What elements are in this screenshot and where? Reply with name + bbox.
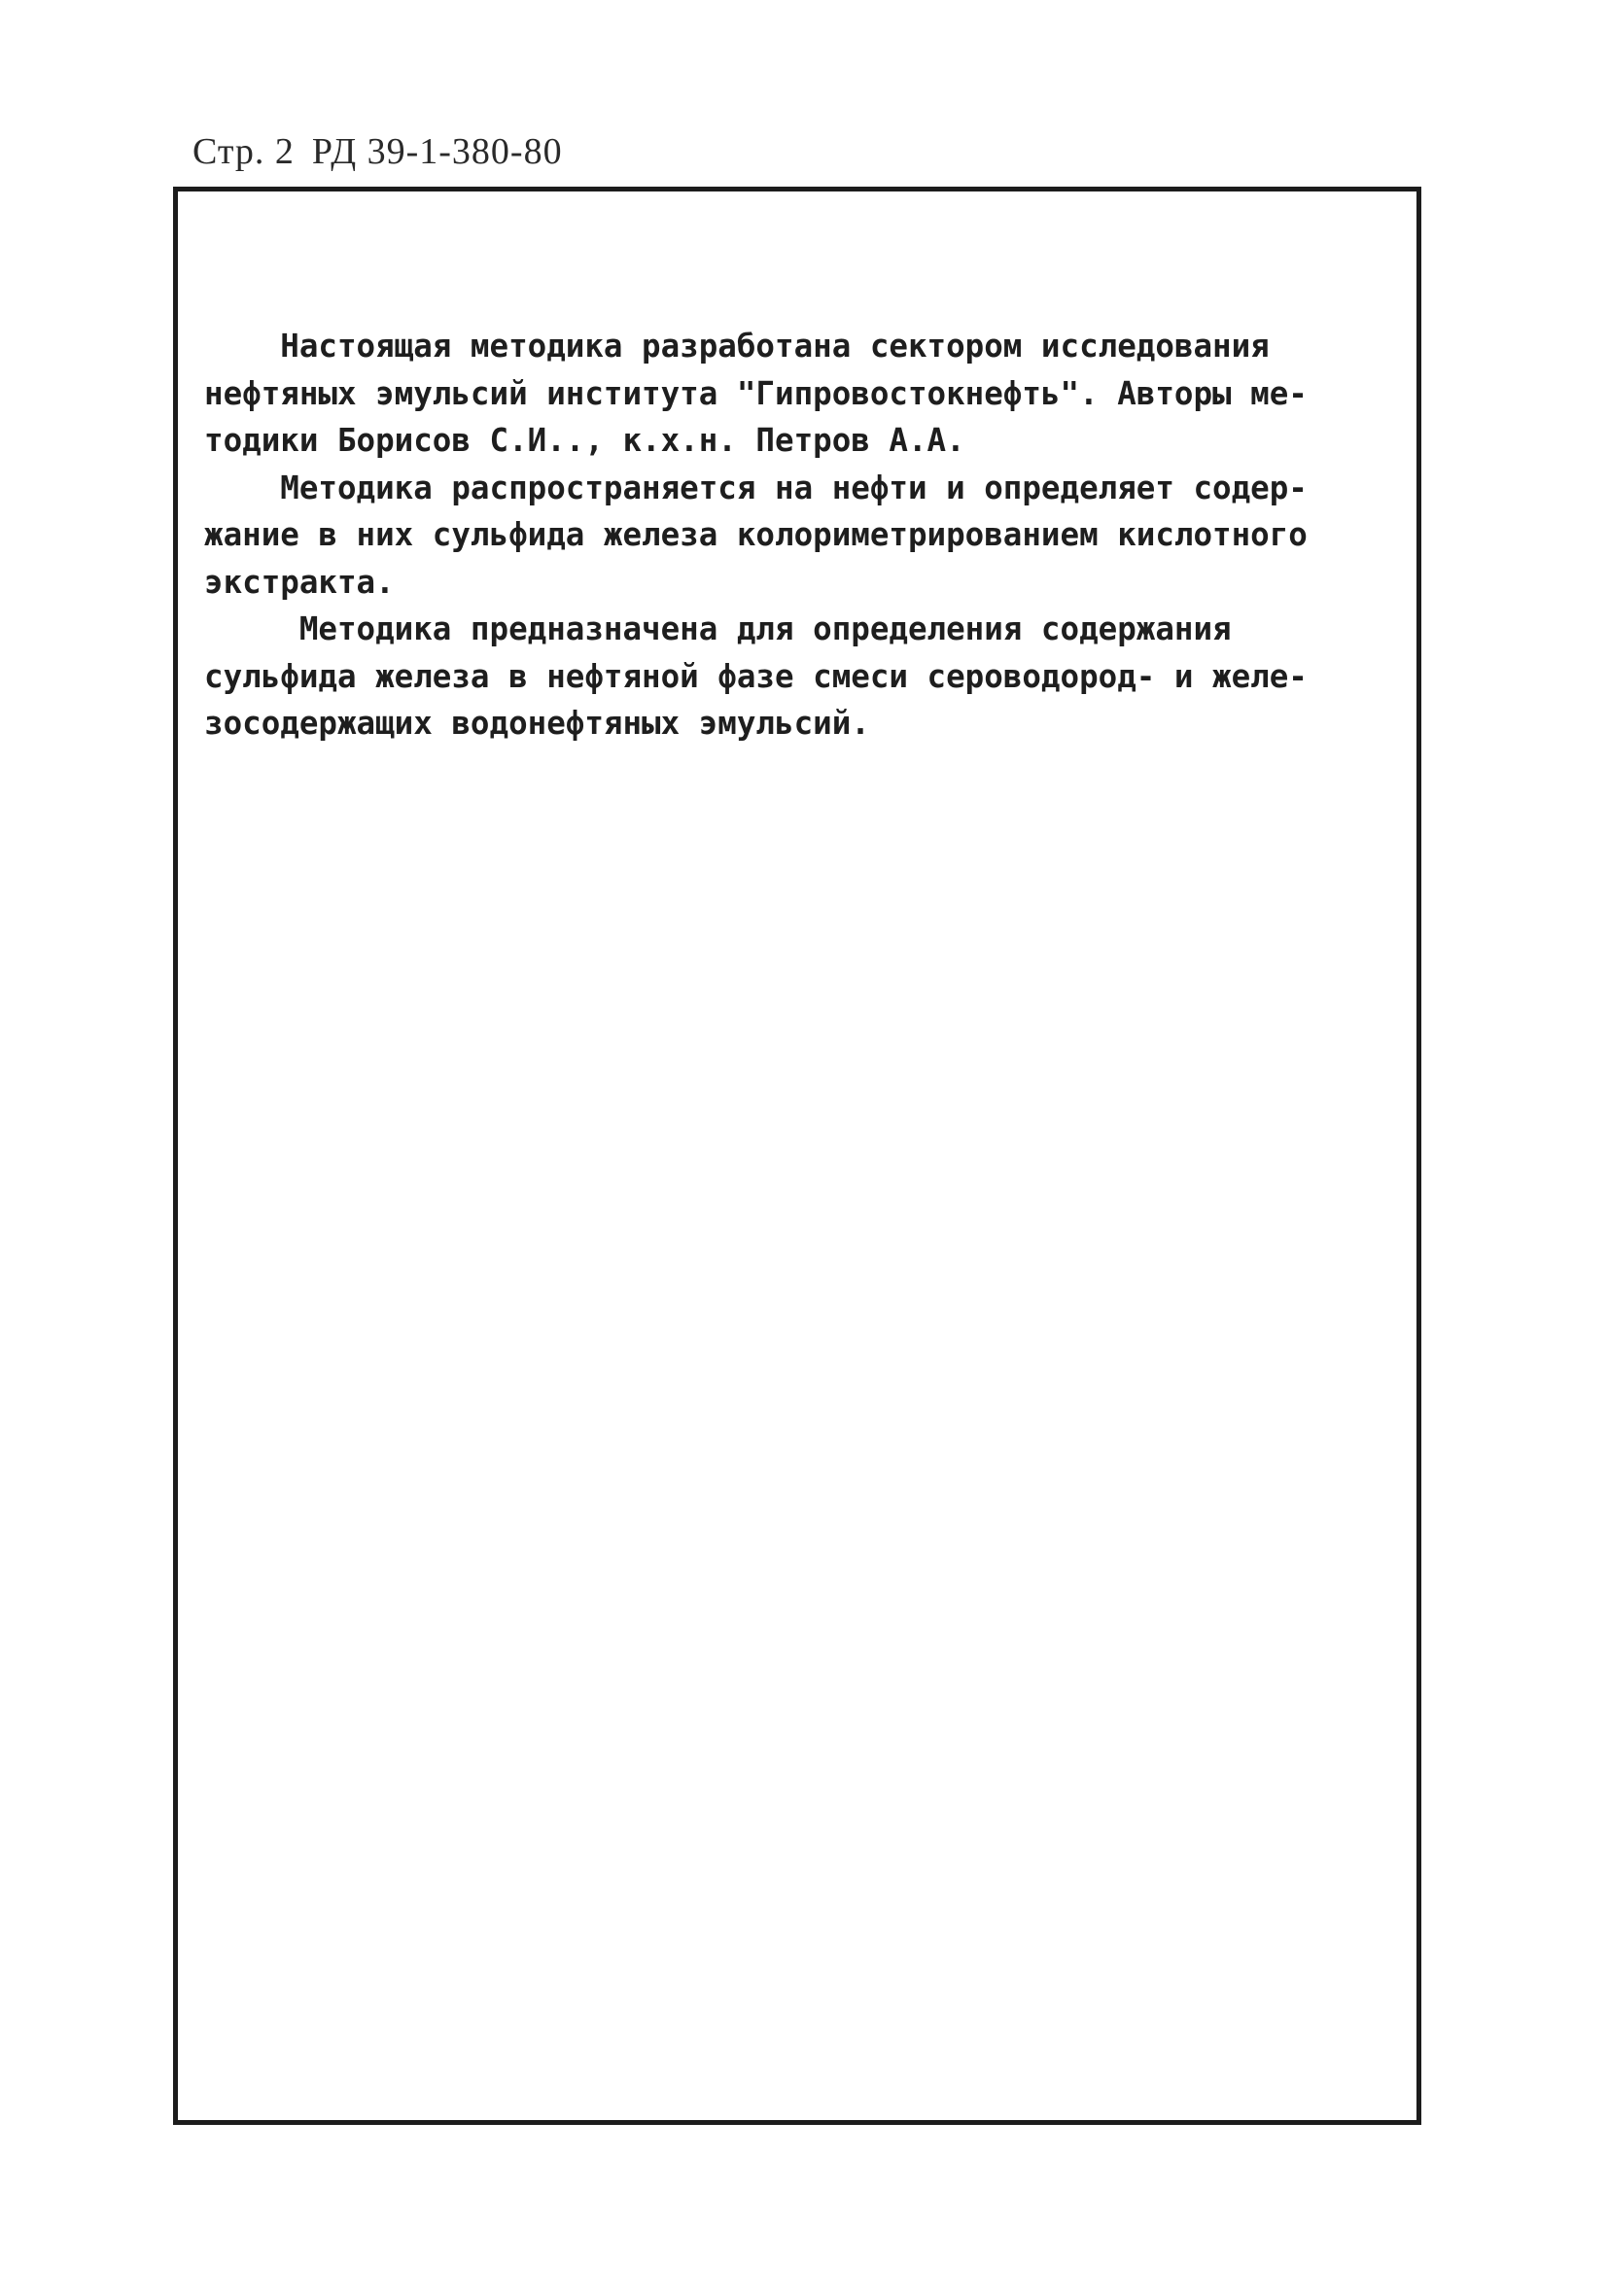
paragraph-purpose: [204, 606, 1400, 748]
text-line: нефтяных эмульсий института "Гипровостокнефть". Авторы ме-: [204, 374, 1308, 412]
page-header: [192, 130, 580, 173]
text-line: Методика предназначена для определения содержания: [204, 610, 1232, 647]
text-line: Настоящая методика разработана сектором исследования: [204, 328, 1270, 365]
text-line: экстракта.: [204, 563, 395, 601]
paragraph-scope: [204, 465, 1400, 607]
paragraph-authors: [204, 323, 1400, 465]
document-body: [204, 323, 1400, 748]
text-line: тодики Борисов С.И.., к.х.н. Петров А.А.: [204, 422, 965, 459]
text-line: сульфида железа в нефтяной фазе смеси сероводород- и желе-: [204, 657, 1308, 695]
text-line: жание в них сульфида железа колориметрированием кислотного: [204, 516, 1308, 553]
text-line: зосодержащих водонефтяных эмульсий.: [204, 705, 870, 742]
document-code: РД 39-1-380-80: [311, 131, 563, 172]
text-line: Методика распространяется на нефти и определяет содер-: [204, 469, 1308, 506]
page-number-label: Стр. 2: [192, 131, 295, 172]
